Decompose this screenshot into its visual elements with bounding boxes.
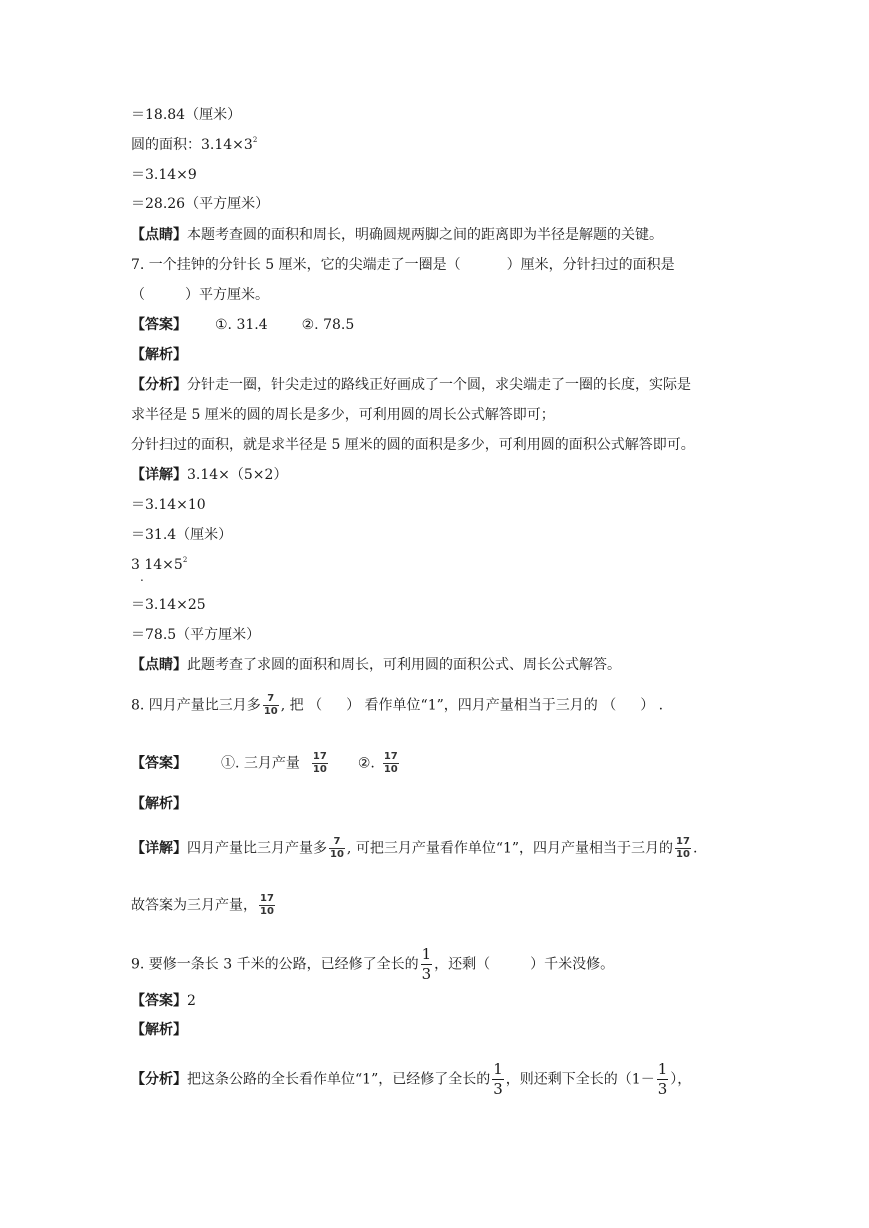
fraction <box>263 694 279 717</box>
answer-1: ①. 31.4 <box>215 317 268 333</box>
q9-analysis <box>131 1062 691 1097</box>
q7-analysis-line-3 <box>131 435 695 455</box>
detail-tag: 【详解】 <box>131 467 187 483</box>
text: 8. 四月产量比三月多 <box>131 697 261 714</box>
denominator: 10 <box>312 764 327 775</box>
text: ＝78.5（平方厘米） <box>131 627 261 643</box>
text: 7. 一个挂钟的分针长 5 厘米，它的尖端走了一圈是（ <box>131 257 461 273</box>
text: 把这条公路的全长看作单位“1”，已经修了全长的 <box>187 1071 491 1088</box>
text: ）， <box>670 1071 692 1088</box>
fraction <box>259 894 275 917</box>
text: 本题考查圆的面积和周长，明确圆规两脚之间的距离即为半径是解题的关键。 <box>187 227 663 243</box>
q6-line-area-step <box>131 165 197 185</box>
analysis-subtag: 【分析】 <box>131 1071 187 1088</box>
q8-answer <box>131 752 401 775</box>
text: ＝31.4（厘米） <box>131 527 233 543</box>
answer-tag: 【答案】 <box>131 755 187 772</box>
text: 求半径是 5 厘米的圆的周长是多少，可利用圆的周长公式解答即可； <box>131 407 555 423</box>
q8-conclusion <box>131 894 277 917</box>
analysis-tag: 【解析】 <box>131 796 187 812</box>
answer-1: ①. 三月产量 <box>221 755 300 772</box>
q7-analysis-line-1 <box>131 375 691 395</box>
answer-2: ②. 78.5 <box>301 317 355 333</box>
text: . <box>692 840 698 857</box>
text: , 把 （ <box>280 697 323 714</box>
q8-detail <box>131 837 697 860</box>
text: 9. 要修一条长 3 千米的公路，已经修了全长的 <box>131 956 419 973</box>
fraction <box>383 752 399 775</box>
q7-detail-line-3 <box>131 525 232 545</box>
fraction <box>675 837 691 860</box>
text: ） 看作单位“1”，四月产量相当于三月的 （ <box>346 697 617 714</box>
q6-line-area-result <box>131 194 269 214</box>
superscript: 2 <box>182 556 188 564</box>
text: ，还剩（ <box>434 956 491 973</box>
text: ＝3.14×25 <box>131 597 206 613</box>
decimal-dot: . <box>140 570 144 584</box>
q7-comment <box>131 655 621 675</box>
text: ＝3.14×9 <box>131 167 197 183</box>
text: ＝3.14×10 <box>131 497 206 513</box>
q6-comment <box>131 225 663 245</box>
text: ）千米没修。 <box>530 956 615 973</box>
text: 四月产量比三月产量多 <box>187 840 327 857</box>
answer-2: ②. <box>357 755 375 772</box>
numerator: 1 <box>657 1060 668 1078</box>
text: ＝28.26（平方厘米） <box>131 196 270 212</box>
superscript: 2 <box>252 136 258 144</box>
q9-question <box>131 947 614 982</box>
numerator: 17 <box>260 893 274 904</box>
text: 分针扫过的面积，就是求半径是 5 厘米的圆的面积是多少，可利用圆的面积公式解答即可。 <box>131 437 695 453</box>
q7-detail-line-6 <box>131 625 260 645</box>
text: 圆的面积：3.14×3 <box>131 137 253 153</box>
numerator: 7 <box>329 837 345 849</box>
q7-question-line-1 <box>131 255 675 275</box>
q7-analysis-line-2 <box>131 405 555 425</box>
text: 故答案为三月产量， <box>131 897 257 914</box>
fraction <box>421 947 433 982</box>
q7-detail-line-1 <box>131 465 287 485</box>
analysis-tag: 【解析】 <box>131 1022 187 1038</box>
comment-tag: 【点睛】 <box>131 227 187 243</box>
text: ） . <box>640 697 664 714</box>
text: ＝18.84（厘米） <box>131 107 242 123</box>
answer-tag: 【答案】 <box>131 993 187 1009</box>
q6-line-area-formula <box>131 135 257 155</box>
text: ）厘米，分针扫过的面积是 <box>506 257 675 273</box>
denominator: 3 <box>493 1080 503 1098</box>
fraction <box>492 1062 504 1097</box>
numerator: 17 <box>676 836 690 847</box>
denominator: 3 <box>657 1080 668 1098</box>
text: ）平方厘米。 <box>185 287 269 303</box>
text: 分针走一圈，针尖走过的路线正好画成了一个圆，求尖端走了一圈的长度，实际是 <box>187 377 691 393</box>
q9-analysis-heading <box>131 1020 187 1040</box>
text: ，则还剩下全长的（1－ <box>505 1071 655 1088</box>
denominator: 10 <box>263 706 278 717</box>
denominator: 3 <box>421 965 432 983</box>
fraction <box>312 752 328 775</box>
answer-tag: 【答案】 <box>131 317 187 333</box>
text: , 可把三月产量看作单位“1”，四月产量相当于三月的 <box>346 840 674 857</box>
text: 3.14×（5×2） <box>187 467 288 483</box>
q8-question <box>131 694 663 717</box>
fraction <box>657 1062 669 1097</box>
text: （ <box>131 287 145 303</box>
denominator: 10 <box>330 849 344 860</box>
analysis-subtag: 【分析】 <box>131 377 187 393</box>
numerator: 1 <box>493 1060 503 1078</box>
denominator: 10 <box>260 906 274 917</box>
q7-question-line-2 <box>131 285 269 305</box>
denominator: 10 <box>383 764 398 775</box>
numerator: 7 <box>263 694 279 706</box>
numerator: 1 <box>421 945 432 963</box>
q7-answer <box>131 315 354 335</box>
analysis-tag: 【解析】 <box>131 347 187 363</box>
numerator: 17 <box>312 751 327 762</box>
q6-line-circumference-result <box>131 105 241 125</box>
numerator: 17 <box>383 751 398 762</box>
q9-answer <box>131 991 196 1011</box>
q7-detail-line-2 <box>131 495 206 515</box>
q8-analysis-heading <box>131 794 187 814</box>
answer: 2 <box>187 993 196 1009</box>
text: 3 14×5 <box>131 557 183 573</box>
comment-tag: 【点睛】 <box>131 657 187 673</box>
text: 此题考查了求圆的面积和周长，可利用圆的面积公式、周长公式解答。 <box>187 657 621 673</box>
q7-detail-line-5 <box>131 595 206 615</box>
denominator: 10 <box>676 849 690 860</box>
fraction <box>329 837 345 860</box>
q7-analysis-heading <box>131 345 187 365</box>
detail-tag: 【详解】 <box>131 840 187 857</box>
